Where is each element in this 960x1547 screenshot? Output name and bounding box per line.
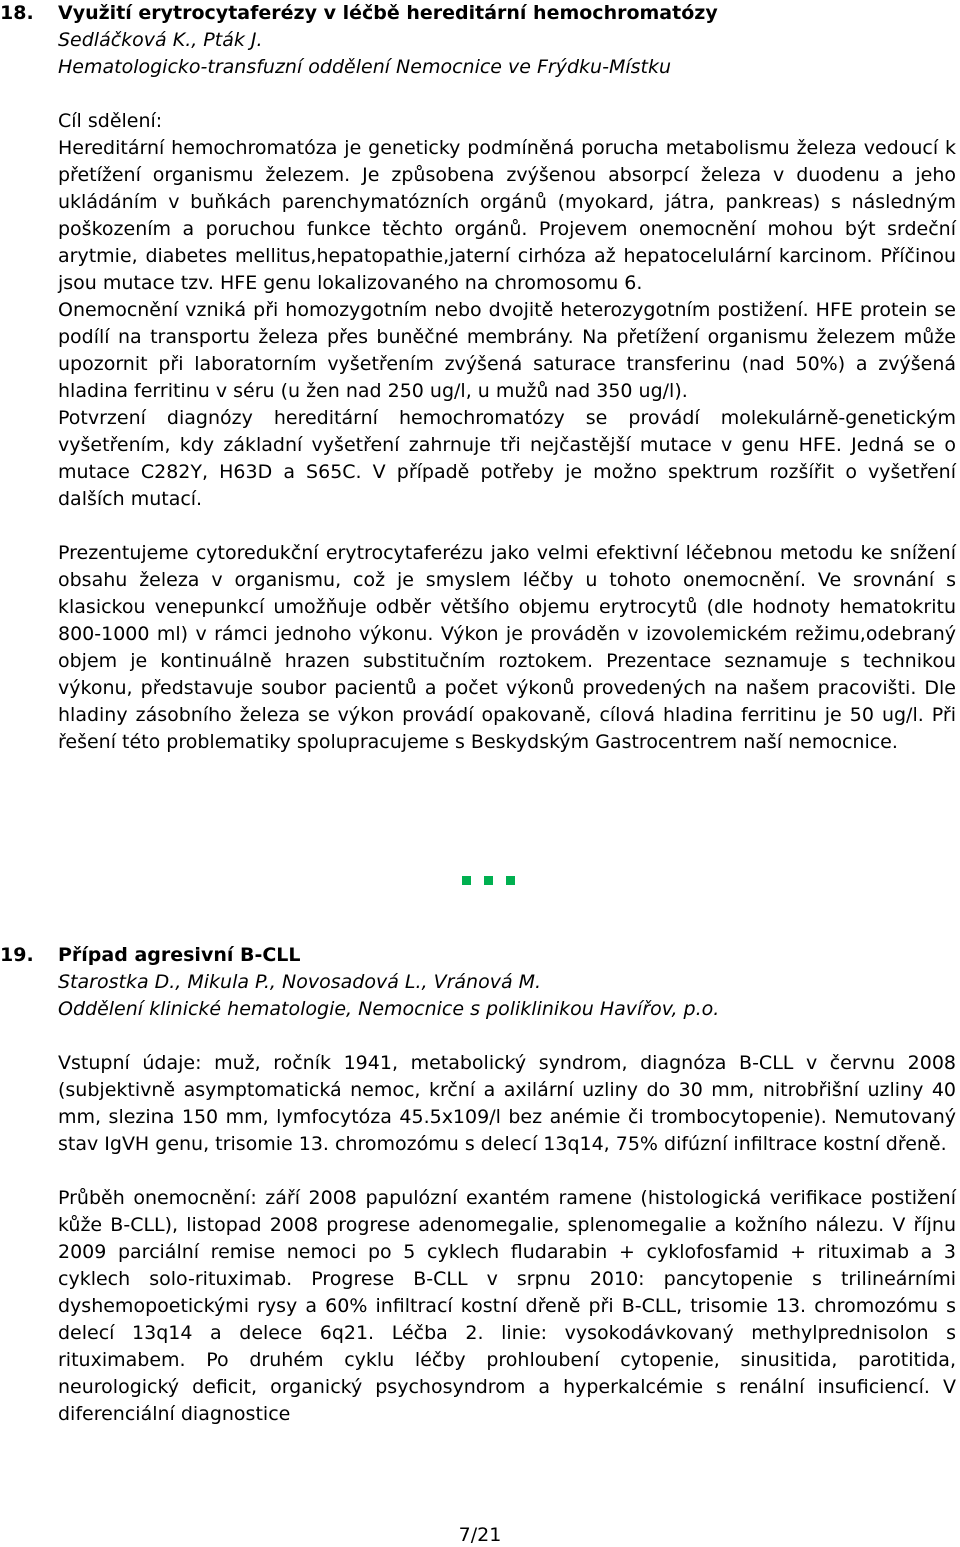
section-separator	[460, 876, 540, 890]
aim-label: Cíl sdělení:	[58, 110, 163, 132]
paragraph: Průběh onemocnění: září 2008 papulózní exantém ramene (histologická verifikace postižení kůže B-CLL), listopad 2008 progrese adenomegalie, splenomegalie a kožního nálezu. V říjnu 2009 parciální remise nemoci po 5 cyklech fludarabin + cyklofosfamid + rituximab a 3 cyklech solo-rituximab. Progrese B-CLL v srpnu 2010: pancytopenie s trilineárními dyshemopoetickými rysy a 60% infiltrací kostní dřeně při B-CLL, trisomie 13. chromozómu s delecí 13q14 a delece 6q21. Léčba 2. linie: vysokodávkovaný methylprednisolon s rituximabem. Po druhém cyklu léčby prohloubení cytopenie, sinusitida, parotitida, neurologický deficit, organický psychosyndrom a hyperkalcémie s renální insuficiencí. V diferenciální diagnostice	[58, 1187, 956, 1425]
paragraph: Potvrzení diagnózy hereditární hemochromatózy se provádí molekulárně-genetickým vyšetřením, kdy základní vyšetření zahrnuje tři nejčastější mutace v genu HFE. Jedná se o mutace C282Y, H63D a S65C. V případě potřeby je možno spektrum rozšířit o vyšetření dalších mutací.	[58, 407, 956, 510]
section-number: 19.	[0, 944, 34, 966]
section-18-affiliation: Hematologicko-transfuzní oddělení Nemocnice ve Frýdku-Místku	[58, 56, 672, 78]
page-number: 7/21	[458, 1524, 502, 1546]
section-19-body	[58, 1050, 956, 1428]
paragraph: Prezentujeme cytoredukční erytrocytaferézu jako velmi efektivní léčebnou metodu ke snížení obsahu železa v organismu, což je smyslem léčby u tohoto onemocnění. Ve srovnání s klasickou venepunkcí umožňuje odběr většího objemu erytrocytů (dle hodnoty hematokritu 800-1000 ml) v rámci jednoho výkonu. Výkon je prováděn v izovolemickém režimu,odebraný objem je kontinuálně hrazen substitučním roztokem. Prezentace seznamuje s technikou výkonu, představuje soubor pacientů a počet výkonů provedených na našem pracovišti. Dle hladiny zásobního železa se výkon provádí opakovaně, cílová hladina ferritinu je 50 ug/l. Při řešení této problematiky spolupracujeme s Beskydským Gastrocentrem naší nemocnice.	[58, 542, 956, 753]
separator-dot	[484, 876, 493, 885]
section-18-authors: Sedláčková K., Pták J.	[58, 29, 263, 51]
separator-dot	[462, 876, 471, 885]
section-19-affiliation: Oddělení klinické hematologie, Nemocnice s poliklinikou Havířov, p.o.	[58, 998, 720, 1020]
paragraph: Hereditární hemochromatóza je geneticky podmíněná porucha metabolismu železa vedoucí k přetížení organismu železem. Je způsobena zvýšenou absorpcí železa v duodenu a jeho ukládáním v buňkách parenchymatózních orgánů (myokard, játra, pankreas) s následným poškozením a poruchou funkce těchto orgánů. Projevem onemocnění mohou být srdeční arytmie, diabetes mellitus,hepatopathie,jaterní cirhóza až hepatocelulární karcinom. Příčinou jsou mutace tzv. HFE genu lokalizovaného na chromosomu 6.	[58, 137, 956, 294]
paragraph: Onemocnění vzniká při homozygotním nebo dvojitě heterozygotním postižení. HFE protein se podílí na transportu železa přes buněčné membrány. Na přetížení organismu železem může upozornit při laboratorním vyšetřením zvýšená saturace transferinu (nad 50%) a zvýšená hladina ferritinu v séru (u žen nad 250 ug/l, u mužů nad 350 ug/l).	[58, 299, 956, 402]
section-title: Využití erytrocytaferézy v léčbě hereditární hemochromatózy	[58, 2, 718, 24]
section-19-heading	[0, 942, 301, 969]
section-18-body	[58, 108, 956, 756]
section-18-heading	[0, 0, 718, 27]
separator-dot	[506, 876, 515, 885]
paragraph: Vstupní údaje: muž, ročník 1941, metabolický syndrom, diagnóza B-CLL v červnu 2008 (subjektivně asymptomatická nemoc, krční a axilární uzliny do 30 mm, nitrobřišní uzliny 40 mm, slezina 150 mm, lymfocytóza 45.5x109/l bez anémie či trombocytopenie). Nemutovaný stav IgVH genu, trisomie 13. chromozómu s delecí 13q14, 75% difúzní infiltrace kostní dřeně.	[58, 1052, 956, 1155]
section-title: Případ agresivní B-CLL	[58, 944, 301, 966]
section-19-authors: Starostka D., Mikula P., Novosadová L., Vránová M.	[58, 971, 542, 993]
section-number: 18.	[0, 2, 34, 24]
